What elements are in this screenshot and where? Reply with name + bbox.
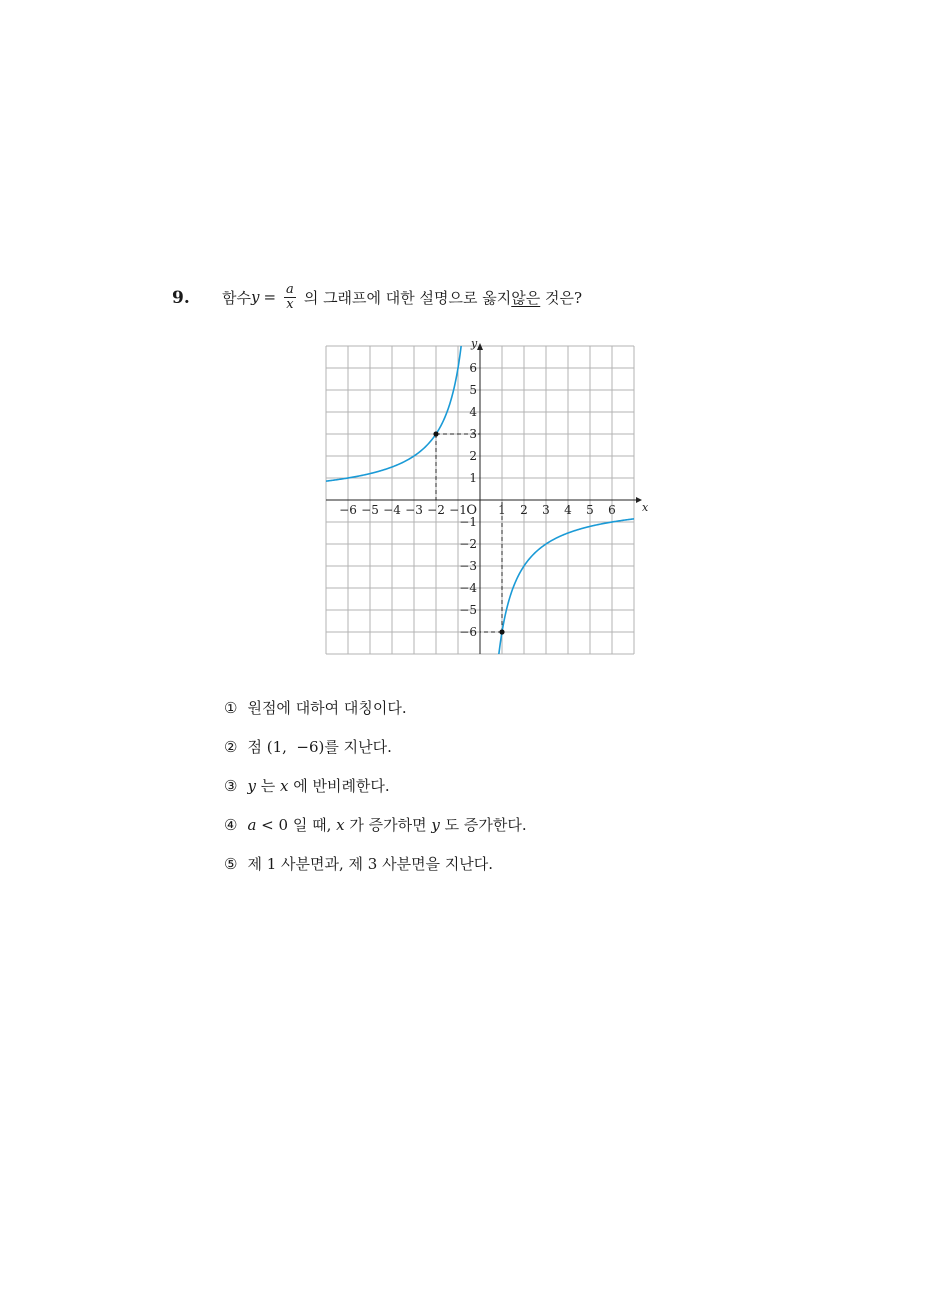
x-tick-label: −5	[361, 503, 379, 517]
x-tick-label: 3	[542, 503, 550, 517]
choice-text: 는	[255, 777, 280, 795]
y-tick-label: −5	[459, 603, 477, 617]
x-tick-label: 2	[520, 503, 528, 517]
fraction-denominator: x	[286, 296, 294, 312]
y-tick-label: −2	[459, 537, 477, 551]
question-end: 것은?	[540, 288, 583, 307]
choice-text: 도 증가한다.	[439, 816, 527, 834]
y-tick-label: −1	[459, 515, 477, 529]
underlined-word: 않은	[511, 288, 541, 307]
y-tick-label: 6	[469, 361, 477, 375]
choice-x-var: x	[336, 816, 345, 834]
choice-y-var: y	[431, 816, 440, 834]
y-tick-label: 1	[469, 471, 477, 485]
x-tick-label: 6	[608, 503, 616, 517]
highlighted-point	[433, 431, 438, 436]
choice-mark: ①	[224, 699, 238, 717]
x-tick-label: 5	[586, 503, 594, 517]
choice-x-var: x	[279, 777, 289, 795]
choice-y-var: y	[247, 777, 256, 795]
choice-1[interactable]	[224, 697, 527, 736]
equals-sign: =	[263, 288, 277, 307]
choice-text: 점 (1, −6)를 지난다.	[247, 738, 392, 756]
question-number: 9.	[172, 288, 190, 308]
x-tick-label: 4	[564, 503, 572, 517]
choice-a-var: a	[247, 816, 257, 834]
x-axis-label: x	[642, 501, 649, 514]
question-prefix: 함수	[222, 288, 251, 307]
answer-choices	[224, 697, 527, 892]
highlighted-point	[499, 629, 504, 634]
x-tick-label: −1	[449, 503, 467, 517]
x-tick-label: −2	[427, 503, 445, 517]
choice-5[interactable]	[224, 853, 527, 892]
x-tick-label: −3	[405, 503, 423, 517]
choice-3[interactable]	[224, 775, 527, 814]
choice-text: 에 반비례한다.	[288, 777, 390, 795]
y-tick-label: −3	[459, 559, 477, 573]
y-variable: y	[250, 288, 260, 307]
choice-text: 제 1 사분면과, 제 3 사분면을 지난다.	[247, 855, 494, 873]
x-tick-label: −6	[339, 503, 357, 517]
question-text: 의 그래프에 대한 설명으로 옳지	[303, 288, 512, 307]
x-tick-label: −4	[383, 503, 401, 517]
question-stem	[222, 283, 582, 311]
choice-mark: ②	[224, 738, 238, 756]
hyperbola-graph	[320, 335, 649, 660]
y-tick-label: −4	[459, 581, 477, 595]
y-axis-label: y	[471, 337, 478, 350]
choice-text: 가 증가하면	[344, 816, 432, 834]
y-tick-label: 5	[469, 383, 477, 397]
origin-label: O	[466, 503, 477, 518]
y-tick-label: 3	[469, 427, 477, 441]
x-tick-label: 1	[498, 503, 506, 517]
fraction-numerator: a	[286, 282, 294, 297]
y-tick-label: 4	[469, 405, 477, 419]
fraction-a-over-x	[284, 283, 296, 311]
choice-text: < 0 일 때,	[256, 816, 337, 834]
choice-mark: ⑤	[224, 855, 238, 873]
choice-4[interactable]	[224, 814, 527, 853]
choice-2[interactable]	[224, 736, 527, 775]
choice-mark: ④	[224, 816, 238, 834]
choice-mark: ③	[224, 777, 238, 795]
y-tick-label: −6	[459, 625, 477, 639]
choice-text: 원점에 대하여 대칭이다.	[247, 699, 407, 717]
y-tick-label: 2	[469, 449, 477, 463]
